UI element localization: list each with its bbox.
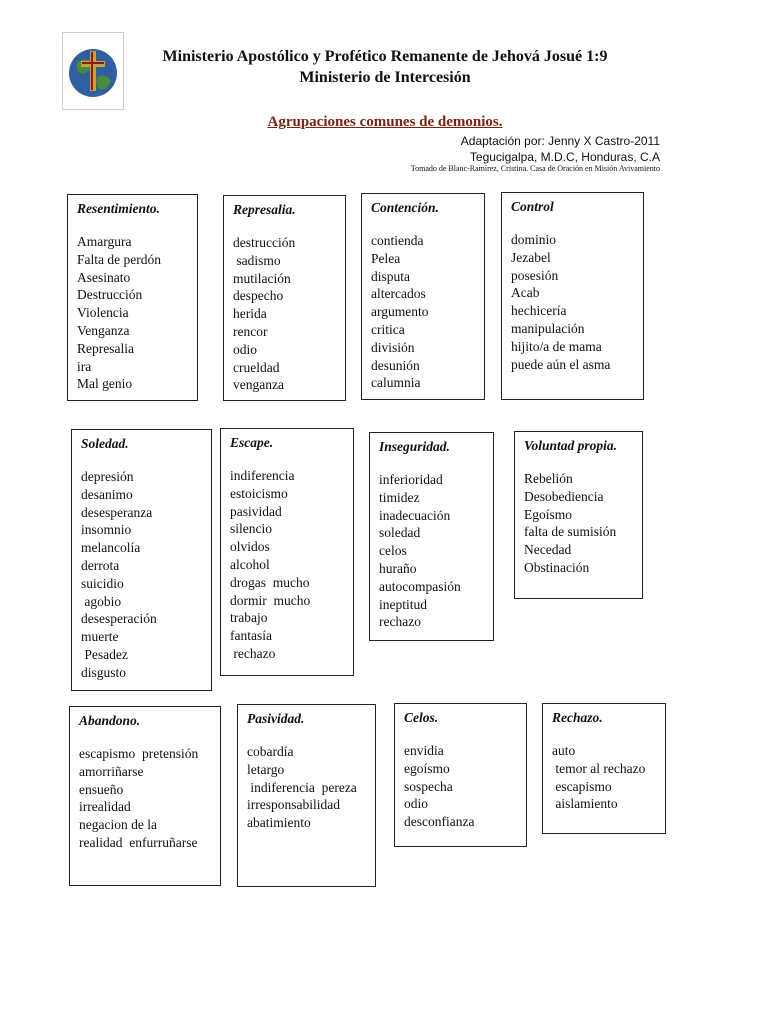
list-item: escapismo pretensión <box>79 746 199 761</box>
list-item: Pelea <box>371 250 401 266</box>
list-item: odio <box>404 796 429 812</box>
group-box-celos <box>394 703 527 847</box>
group-box-abandono <box>69 706 221 886</box>
group-title: Abandono. <box>79 713 141 728</box>
list-item: posesión <box>511 267 559 283</box>
list-item: ira <box>77 358 92 374</box>
list-item: Necedad <box>524 542 572 558</box>
list-item: huraño <box>379 560 417 576</box>
group-title: Celos. <box>404 710 439 725</box>
list-item: Falta de perdón <box>77 251 161 267</box>
list-item: herida <box>233 306 267 322</box>
list-item: disgusto <box>81 664 127 680</box>
list-item: irrealidad <box>79 799 131 815</box>
list-item: rencor <box>233 323 268 339</box>
list-item: Venganza <box>77 322 130 338</box>
list-item: trabajo <box>230 610 268 626</box>
group-title: Resentimiento. <box>77 201 160 216</box>
list-item: contienda <box>371 233 424 248</box>
list-item: Rebelión <box>524 471 573 486</box>
group-box-resentimiento <box>67 194 198 401</box>
list-item: hijito/a de mama <box>511 338 602 354</box>
list-item: odio <box>233 341 258 357</box>
location-line: Tegucigalpa, M.D.C, Honduras, C.A <box>469 150 660 164</box>
list-item: Violencia <box>77 305 129 321</box>
list-item: Asesinato <box>77 269 131 285</box>
group-box-escape <box>220 428 354 676</box>
list-item: cobardía <box>247 744 294 759</box>
list-item: negacion de la <box>79 817 157 833</box>
list-item: auto <box>552 743 576 758</box>
list-item: Egoísmo <box>524 506 573 522</box>
group-title: Contención. <box>371 200 439 215</box>
list-item: indiferencia pereza <box>247 779 357 795</box>
list-item: olvidos <box>230 539 270 555</box>
list-item: desconfianza <box>404 814 475 830</box>
group-title: Pasividad. <box>247 711 305 726</box>
list-item: muerte <box>81 629 119 645</box>
list-item: soledad <box>379 525 421 541</box>
list-item: amorriñarse <box>79 763 144 779</box>
group-title: Rechazo. <box>552 710 603 725</box>
list-item: crueldad <box>233 359 280 375</box>
list-item: desunión <box>371 357 420 373</box>
list-item: despecho <box>233 288 284 304</box>
list-item: rechazo <box>379 614 421 630</box>
list-item: letargo <box>247 761 285 777</box>
list-item: inferioridad <box>379 472 443 487</box>
ministry-subtitle: Ministerio de Intercesión <box>299 69 471 86</box>
list-item: abatimiento <box>247 815 311 831</box>
group-box-rechazo <box>542 703 666 834</box>
list-item: Represalia <box>77 340 134 356</box>
list-item: ensueño <box>79 781 124 797</box>
list-item: temor al rechazo <box>552 760 646 776</box>
document-title: Agrupaciones comunes de demonios. <box>267 114 503 130</box>
globe-cross-logo-icon <box>62 32 124 110</box>
list-item: drogas mucho <box>230 574 310 590</box>
list-item: Acab <box>511 285 540 301</box>
list-item: fantasía <box>230 628 272 644</box>
list-item: estoicismo <box>230 485 288 501</box>
group-title: Soledad. <box>81 436 129 451</box>
group-title: Represalia. <box>233 202 296 217</box>
list-item: envidia <box>404 743 444 758</box>
list-item: egoísmo <box>404 760 450 776</box>
list-item: manipulación <box>511 320 585 336</box>
group-box-pasividad <box>237 704 376 887</box>
list-item: desesperación <box>81 611 157 627</box>
list-item: disputa <box>371 268 410 284</box>
list-item: calumnia <box>371 375 421 391</box>
list-item: sospecha <box>404 778 453 794</box>
list-item: aislamiento <box>552 796 618 812</box>
list-item: desesperanza <box>81 504 153 520</box>
list-item: silencio <box>230 521 272 537</box>
list-item: autocompasión <box>379 578 461 594</box>
list-item: melancolía <box>81 540 141 556</box>
group-title: Escape. <box>230 435 274 450</box>
list-item: inadecuación <box>379 507 451 523</box>
group-box-soledad <box>71 429 212 691</box>
list-item: Desobediencia <box>524 488 604 504</box>
list-item: timidez <box>379 489 420 505</box>
list-item: Pesadez <box>81 646 128 662</box>
ministry-name: Ministerio Apostólico y Profético Remanente de Jehová Josué 1:9 <box>162 48 608 65</box>
list-item: critica <box>371 321 405 337</box>
list-item: destrucción <box>233 235 296 250</box>
list-item: dominio <box>511 232 557 247</box>
list-item: depresión <box>81 469 134 484</box>
list-item: escapismo <box>552 778 612 794</box>
group-title: Control <box>511 199 554 214</box>
list-item: Destrucción <box>77 287 143 303</box>
list-item: agobio <box>81 593 122 609</box>
list-item: Obstinación <box>524 559 590 575</box>
list-item: ineptitud <box>379 596 427 612</box>
adaptation-credit: Adaptación por: Jenny X Castro-2011 <box>460 134 660 148</box>
list-item: alcohol <box>230 556 270 572</box>
list-item: pasividad <box>230 503 282 519</box>
list-item: irresponsabilidad <box>247 797 340 813</box>
list-item: altercados <box>371 286 426 302</box>
group-box-voluntad-propia <box>514 431 643 599</box>
list-item: mutilación <box>233 270 291 286</box>
group-title: Inseguridad. <box>379 439 450 454</box>
list-item: dormir mucho <box>230 592 311 608</box>
list-item: venganza <box>233 377 284 393</box>
list-item: suicidio <box>81 575 124 591</box>
group-box-contencion <box>361 193 485 400</box>
source-citation: Tomado de Blanc-Ramírez, Cristina. Casa de Oración en Misión Avivamiento <box>410 164 660 173</box>
group-box-inseguridad <box>369 432 494 641</box>
group-box-control <box>501 192 644 400</box>
list-item: celos <box>379 543 407 559</box>
list-item: sadismo <box>233 252 281 268</box>
group-box-represalia <box>223 195 346 401</box>
list-item: Mal genio <box>77 376 133 392</box>
group-title: Voluntad propia. <box>524 438 618 453</box>
list-item: insomnio <box>81 522 132 538</box>
list-item: indiferencia <box>230 468 295 483</box>
list-item: falta de sumisión <box>524 524 617 540</box>
list-item: Jezabel <box>511 249 551 265</box>
list-item: derrota <box>81 557 120 573</box>
list-item: hechicería <box>511 303 567 319</box>
list-item: desanimo <box>81 486 133 502</box>
list-item: puede aún el asma <box>511 356 611 372</box>
list-item: argumento <box>371 304 429 320</box>
list-item: división <box>371 339 415 355</box>
list-item: realidad enfurruñarse <box>79 834 198 850</box>
list-item: rechazo <box>230 645 276 661</box>
list-item: Amargura <box>77 234 132 249</box>
